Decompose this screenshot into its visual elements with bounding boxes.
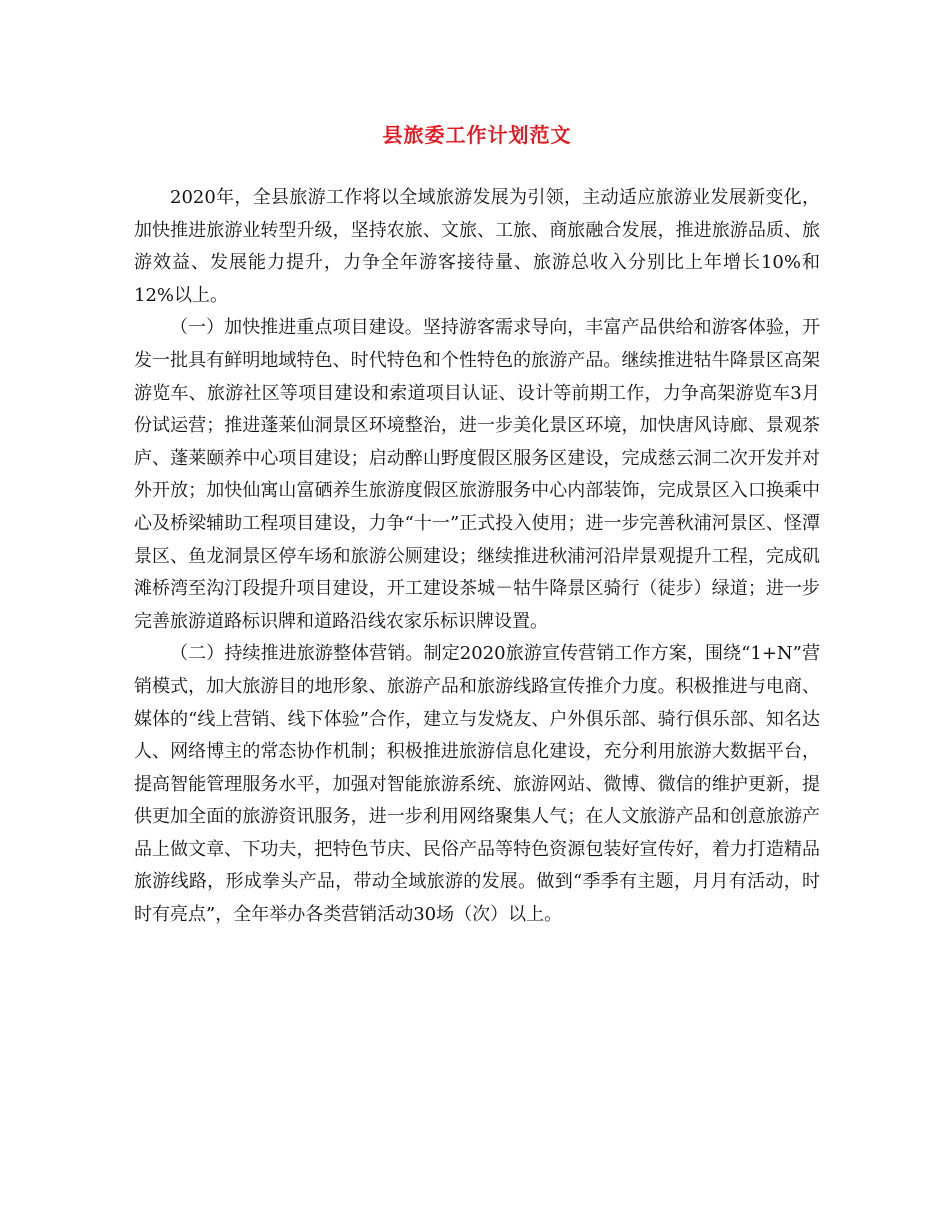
document-title: 县旅委工作计划范文: [382, 123, 572, 147]
paragraph-section-2: （二）持续推进旅游整体营销。制定2020旅游宣传营销工作方案，围绕“1+N”营销模式，加大旅游目的地形象、旅游产品和旅游线路宣传推介力度。积极推进与电商、媒体的“线上营销、线下体验”合作，建立与发烧友、户外俱乐部、骑行俱乐部、知名达人、网络博主的常态协作机制；积极推进旅游信息化建设，充分利用旅游大数据平台，提高智能管理服务水平，加强对智能旅游系统、旅游网站、微博、微信的维护更新，提供更加全面的旅游资讯服务，进一步利用网络聚集人气；在人文旅游产品和创意旅游产品上做文章、下功夫，把特色节庆、民俗产品等特色资源包装好宣传好，着力打造精品旅游线路，形成拳头产品，带动全域旅游的发展。做到“季季有主题，月月有活动，时时有亮点”，全年举办各类营销活动30场（次）以上。: [134, 643, 820, 926]
paragraph-section-1: （一）加快推进重点项目建设。坚持游客需求导向，丰富产品供给和游客体验，开发一批具有鲜明地域特色、时代特色和个性特色的旅游产品。继续推进牯牛降景区高架游览车、旅游社区等项目建设和索道项目认证、设计等前期工作，力争高架游览车3月份试运营；推进蓬莱仙洞景区环境整治，进一步美化景区环境，加快唐风诗廊、景观茶庐、蓬莱颐养中心项目建设；启动醉山野度假区服务区建设，完成慈云洞二次开发并对外开放；加快仙寓山富硒养生旅游度假区旅游服务中心内部装饰，完成景区入口换乘中心及桥梁辅助工程项目建设，力争“十一”正式投入使用；进一步完善秋浦河景区、怪潭景区、鱼龙洞景区停车场和旅游公厕建设；继续推进秋浦河沿岸景观提升工程，完成矶滩桥湾至沟汀段提升项目建设，开工建设茶城－牯牛降景区骑行（徒步）绿道；进一步完善旅游道路标识牌和道路沿线农家乐标识牌设置。: [134, 317, 820, 632]
paragraph-intro: 2020年，全县旅游工作将以全域旅游发展为引领，主动适应旅游业发展新变化，加快推进旅游业转型升级，坚持农旅、文旅、工旅、商旅融合发展，推进旅游品质、旅游效益、发展能力提升，力争全年游客接待量、旅游总收入分别比上年增长10%和12%以上。: [134, 187, 820, 306]
